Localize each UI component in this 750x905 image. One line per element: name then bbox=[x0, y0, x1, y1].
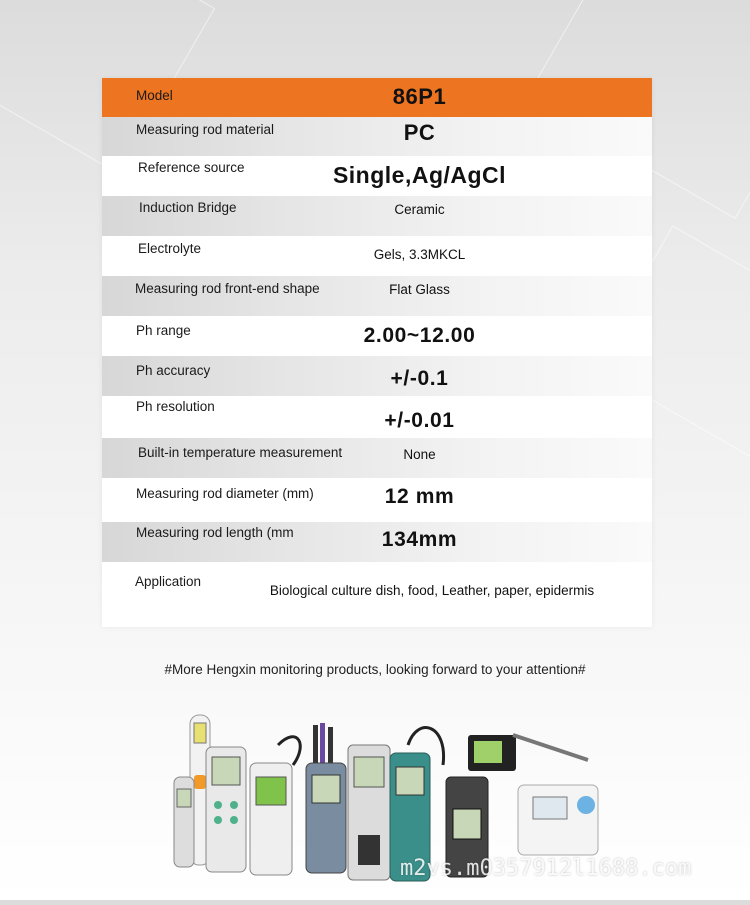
spec-label: Measuring rod diameter (mm) bbox=[136, 486, 314, 501]
spec-row-reference bbox=[102, 156, 652, 196]
spec-row-diameter bbox=[102, 478, 652, 522]
spec-label: Ph range bbox=[136, 323, 191, 338]
spec-row-material bbox=[102, 117, 652, 156]
spec-value: None bbox=[403, 447, 436, 462]
spec-label: Built-in temperature measurement bbox=[138, 445, 343, 460]
spec-row-application bbox=[102, 562, 652, 627]
spec-value: Single,Ag/AgCl bbox=[332, 162, 507, 188]
spec-label: Model bbox=[136, 88, 173, 103]
spec-value: PC bbox=[403, 120, 436, 145]
spec-label: Ph accuracy bbox=[136, 363, 211, 378]
spec-row-induction bbox=[102, 196, 652, 236]
spec-value: Ceramic bbox=[394, 202, 445, 217]
spec-label: Application bbox=[135, 574, 202, 589]
spec-row-length bbox=[102, 522, 652, 562]
spec-value: Gels, 3.3MKCL bbox=[373, 247, 466, 262]
spec-value: 12 mm bbox=[384, 485, 455, 508]
spec-row-front-end-shape bbox=[102, 276, 652, 316]
spec-value: Biological culture dish, food, Leather, paper, epidermis bbox=[269, 583, 595, 598]
spec-value: +/-0.1 bbox=[390, 367, 449, 390]
spec-label: Ph resolution bbox=[136, 399, 215, 414]
spec-row-electrolyte bbox=[102, 236, 652, 276]
spec-row-temperature bbox=[102, 438, 652, 478]
watermark-text: m2vs.m0357912l1688.com bbox=[400, 856, 692, 881]
spec-value: 134mm bbox=[381, 528, 458, 551]
spec-value: Flat Glass bbox=[389, 282, 450, 297]
promo-banner: #More Hengxin monitoring products, looking forward to your attention# bbox=[164, 662, 586, 677]
spec-label: Induction Bridge bbox=[139, 200, 237, 215]
spec-value: 86P1 bbox=[392, 84, 447, 109]
spec-table bbox=[102, 78, 652, 627]
spec-row-ph-resolution bbox=[102, 396, 652, 438]
spec-label: Measuring rod length (mm bbox=[136, 525, 294, 540]
spec-label: Reference source bbox=[138, 160, 245, 175]
spec-value: +/-0.01 bbox=[384, 409, 455, 432]
spec-row-model bbox=[102, 78, 652, 117]
spec-label: Measuring rod front-end shape bbox=[135, 281, 320, 296]
spec-row-ph-range bbox=[102, 316, 652, 356]
spec-value: 2.00~12.00 bbox=[363, 324, 476, 347]
spec-label: Electrolyte bbox=[138, 241, 202, 256]
spec-row-ph-accuracy bbox=[102, 356, 652, 396]
spec-label: Measuring rod material bbox=[136, 122, 275, 137]
